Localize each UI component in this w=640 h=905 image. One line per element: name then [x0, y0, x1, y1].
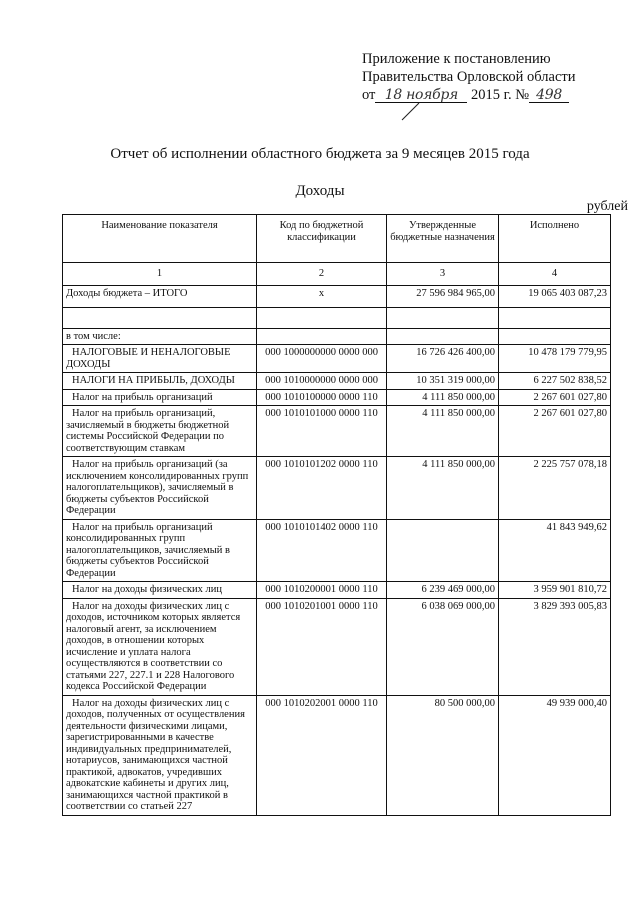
row-executed: 6 227 502 838,52 [499, 373, 611, 390]
row-approved: 4 111 850 000,00 [387, 406, 499, 457]
decree-number-field [529, 88, 569, 103]
row-code: 000 1000000000 0000 000 [257, 345, 387, 373]
decree-date-handwritten: 18 ноября [384, 87, 459, 103]
table-row [63, 373, 611, 390]
row-code: 000 1010000000 0000 000 [257, 373, 387, 390]
column-header-code: Код по бюджетной классификации [257, 215, 387, 263]
column-number-row [63, 263, 611, 286]
table-row [63, 695, 611, 815]
appendix-line-2: Правительства Орловской области [362, 69, 576, 85]
total-code: x [257, 285, 387, 307]
appendix-line-1: Приложение к постановлению [362, 51, 551, 67]
table-header-row [63, 215, 611, 263]
column-header-name: Наименование показателя [63, 215, 257, 263]
total-executed: 19 065 403 087,23 [499, 285, 611, 307]
row-code: 000 1010200001 0000 110 [257, 582, 387, 599]
decree-number-handwritten: 498 [536, 87, 562, 103]
in-total-row [63, 328, 611, 345]
row-executed: 2 267 601 027,80 [499, 389, 611, 406]
decree-year: 2015 г. № [471, 87, 530, 103]
spacer-row [63, 307, 611, 328]
column-number-3: 3 [387, 263, 499, 286]
row-executed: 3 959 901 810,72 [499, 582, 611, 599]
units-label: рублей [586, 199, 628, 214]
row-name: НАЛОГИ НА ПРИБЫЛЬ, ДОХОДЫ [63, 373, 257, 390]
row-name: Налог на доходы физических лиц [63, 582, 257, 599]
row-approved: 6 239 469 000,00 [387, 582, 499, 599]
column-number-1: 1 [63, 263, 257, 286]
section-title: Доходы [295, 183, 345, 199]
table-row [63, 457, 611, 520]
row-name: Налог на прибыль организаций консолидированных групп налогоплательщиков, зачисляемый в бюджеты субъектов Российской Федерации [63, 519, 257, 582]
column-header-executed: Исполнено [499, 215, 611, 263]
report-title: Отчет об исполнении областного бюджета за 9 месяцев 2015 года [110, 146, 530, 162]
row-approved: 4 111 850 000,00 [387, 457, 499, 520]
column-number-2: 2 [257, 263, 387, 286]
total-row [63, 285, 611, 307]
revenue-table [62, 214, 611, 816]
row-approved: 10 351 319 000,00 [387, 373, 499, 390]
row-code: 000 1010101000 0000 110 [257, 406, 387, 457]
row-name: Налог на доходы физических лиц с доходов, источником которых является налоговый агент, за исключением доходов, в отношении которых исчисление и уплата налога осуществляются в соответствии со статьями 227, 227.1 и 228 Налогового кодекса Российской Федерации [63, 598, 257, 695]
row-executed: 2 225 757 078,18 [499, 457, 611, 520]
column-number-4: 4 [499, 263, 611, 286]
row-approved: 6 038 069 000,00 [387, 598, 499, 695]
in-total-label: в том числе: [63, 328, 257, 345]
table-row [63, 519, 611, 582]
row-approved: 80 500 000,00 [387, 695, 499, 815]
row-executed: 10 478 179 779,95 [499, 345, 611, 373]
decree-reference [362, 86, 624, 104]
row-code: 000 1010101202 0000 110 [257, 457, 387, 520]
row-executed: 49 939 000,40 [499, 695, 611, 815]
total-approved: 27 596 984 965,00 [387, 285, 499, 307]
row-executed: 2 267 601 027,80 [499, 406, 611, 457]
row-approved: 4 111 850 000,00 [387, 389, 499, 406]
table-row [63, 345, 611, 373]
from-label: от [362, 87, 376, 103]
table-row [63, 582, 611, 599]
row-approved [387, 519, 499, 582]
row-name: Налог на прибыль организаций, зачисляемый в бюджеты бюджетной системы Российской Федерации по соответствующим ставкам [63, 406, 257, 457]
row-code: 000 1010201001 0000 110 [257, 598, 387, 695]
row-approved: 16 726 426 400,00 [387, 345, 499, 373]
row-code: 000 1010202001 0000 110 [257, 695, 387, 815]
appendix-header [362, 50, 624, 104]
row-code: 000 1010101402 0000 110 [257, 519, 387, 582]
row-code: 000 1010100000 0000 110 [257, 389, 387, 406]
row-name: Налог на доходы физических лиц с доходов, полученных от осуществления деятельности физическими лицами, зарегистрированными в качестве индивидуальных предпринимателей, нотариусов, занимающихся частной практикой, адвокатов, учредивших адвокатские кабинеты и других лиц, занимающихся частной практикой в соответствии со статьей 227 [63, 695, 257, 815]
row-name: Налог на прибыль организаций [63, 389, 257, 406]
table-row [63, 406, 611, 457]
column-header-approved: Утвержденные бюджетные назначения [387, 215, 499, 263]
table-row [63, 389, 611, 406]
row-name: НАЛОГОВЫЕ И НЕНАЛОГОВЫЕ ДОХОДЫ [63, 345, 257, 373]
decree-date-field [375, 88, 467, 103]
row-executed: 3 829 393 005,83 [499, 598, 611, 695]
total-name: Доходы бюджета – ИТОГО [63, 285, 257, 307]
row-executed: 41 843 949,62 [499, 519, 611, 582]
row-name: Налог на прибыль организаций (за исключением консолидированных групп налогоплательщиков), зачисляемый в бюджеты субъектов Российской Федерации [63, 457, 257, 520]
pen-stroke-mark [399, 102, 421, 122]
table-row [63, 598, 611, 695]
